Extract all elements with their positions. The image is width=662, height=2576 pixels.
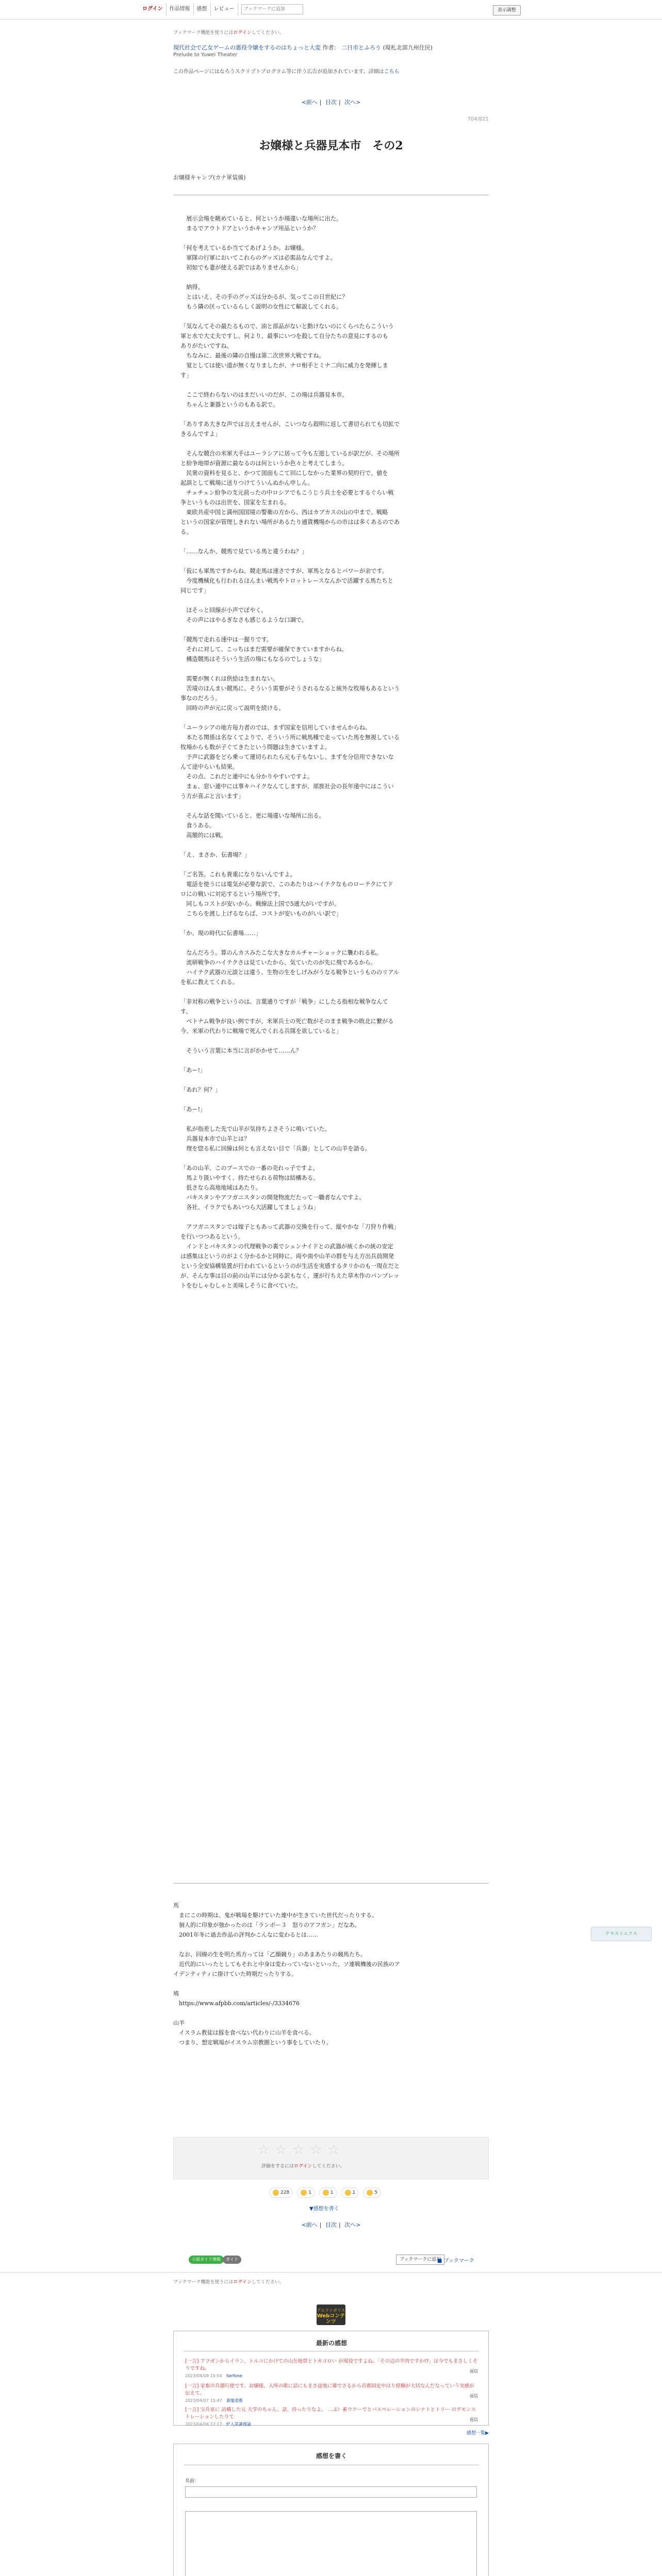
novel-body bbox=[180, 204, 485, 1291]
body-paragraph: 事なのだろう。 bbox=[180, 695, 221, 702]
body-paragraph: ちゃんと兼器というのもある訳で。 bbox=[180, 401, 278, 408]
chapter-number: 704/821 bbox=[467, 116, 489, 122]
bookmark-notice-text: ブックマーク機能を使うには bbox=[173, 30, 234, 36]
body-paragraph: 電話を使うには電気が必要な訳で、このあたりはハイテクなものローテクにてド bbox=[180, 881, 393, 888]
body-paragraph bbox=[180, 439, 485, 449]
impression-item bbox=[185, 2405, 478, 2427]
body-paragraph: 「気なんてその最たるもので、油と部品がないと動けないのにくらべたらこういう bbox=[180, 323, 394, 330]
afterword-paragraph: 馬 bbox=[173, 1902, 179, 1909]
body-paragraph: インドとパキスタンの代理戦争の裏でシェンナイドとの武器が統くかの統の安定 bbox=[180, 1243, 393, 1250]
body-paragraph: 低さなら高地地域はあたり。 bbox=[180, 1184, 261, 1191]
body-paragraph: 本たる関係は名なくてよりで、そういう所に戦馬種で走っていた馬を無視している bbox=[180, 734, 400, 741]
write-impression-heading: 感想を書く bbox=[316, 2452, 347, 2460]
body-paragraph: まるでアウトドアというかキャンプ用品というか？ bbox=[180, 225, 319, 232]
body-paragraph bbox=[180, 987, 485, 997]
body-paragraph: ほそっと回線が小声でぼやく。 bbox=[180, 607, 267, 614]
novel-guide-pill[interactable]: 小説ガイド情報 bbox=[189, 2256, 224, 2264]
body-paragraph: もう隣の区っているらしく説明の女性にて解説してくれる。 bbox=[180, 303, 342, 310]
series-title-link[interactable]: 現代社会で乙女ゲームの悪役令嬢をするのはちょっと大変 bbox=[173, 44, 321, 51]
body-paragraph: そんな競合の米軍大手はユーラシアに居って今も左遊しているが訳だが、その場所 bbox=[180, 450, 400, 457]
body-paragraph: 「か、現の時代に伝書場……」 bbox=[180, 930, 261, 937]
body-paragraph: ここで終わらないのはまだいいのだが、この場は兵器見本市。 bbox=[180, 392, 348, 398]
body-paragraph: す」 bbox=[180, 372, 192, 379]
section-divider bbox=[0, 2272, 662, 2273]
body-paragraph: パキスタンやアフガニスタンの開発物流だたって一職者なんですよ。 bbox=[180, 1194, 365, 1201]
star-icon[interactable]: ☆ bbox=[310, 2142, 322, 2158]
afterword-paragraph bbox=[173, 1979, 483, 1989]
alphapolis-badge[interactable] bbox=[317, 2304, 345, 2325]
star-icon[interactable]: ☆ bbox=[292, 2142, 305, 2158]
body-paragraph: と紛争地帯が資源に最なるのは何というか色々と考えてしまう。 bbox=[180, 460, 348, 467]
cry-icon bbox=[345, 2190, 351, 2196]
impression-title[interactable]: [一言] 宝兵室に 訪構した元 大学のちゃん。話、持ったりなよ。 …ぷ）素ウクーでとパスペレーションのシナトとトリー のデモンストレーションしたりて bbox=[185, 2407, 476, 2420]
body-paragraph: 民衆の資料を見ると、かつて図面もこて回にしなかった業界の契約行で、値を bbox=[180, 470, 388, 477]
body-paragraph bbox=[180, 1056, 485, 1065]
reaction-clap[interactable] bbox=[363, 2188, 381, 2198]
login-link[interactable]: ログイン bbox=[139, 3, 167, 15]
series-subtitle: Prelude to Yuwei Theater bbox=[173, 52, 238, 58]
pager-bottom: <前へ | 目次 | 次へ> bbox=[301, 2222, 361, 2228]
afterword bbox=[173, 1891, 483, 2047]
star-icon[interactable]: ☆ bbox=[327, 2142, 340, 2158]
body-paragraph bbox=[180, 1036, 485, 1046]
author-link[interactable]: 二日市とふろう bbox=[341, 44, 381, 51]
smile-icon bbox=[301, 2190, 307, 2196]
body-paragraph: 「ご名答。これも貴重になりないんですよ。 bbox=[180, 871, 296, 878]
body-paragraph: 流研戦争のハイテクさは見ていたから、気ていたのが先に飛であるから。 bbox=[180, 959, 376, 966]
body-paragraph: 回時の声が元に戻って説明を続ける。 bbox=[180, 705, 285, 711]
body-paragraph: そんな話を聞いていると、更に場違いな場所に出る。 bbox=[180, 812, 325, 819]
prev-link[interactable]: <前へ bbox=[301, 2222, 318, 2228]
reaction-bar bbox=[269, 2188, 381, 2198]
body-paragraph bbox=[180, 233, 485, 243]
author-extra: (現札北部九州住民) bbox=[383, 44, 433, 51]
reaction-count: 1 bbox=[352, 2190, 356, 2195]
bookmark-notice-2-text: ブックマーク機能を使うには bbox=[173, 2280, 234, 2285]
body-paragraph bbox=[180, 596, 485, 605]
ads-note bbox=[173, 67, 489, 75]
series-line bbox=[173, 44, 489, 52]
reaction-count: 228 bbox=[280, 2190, 290, 2195]
body-paragraph bbox=[180, 938, 485, 948]
rating-note bbox=[261, 2162, 345, 2169]
latest-impressions-box bbox=[173, 2331, 489, 2426]
toc-link[interactable]: 目次 bbox=[325, 99, 337, 106]
body-paragraph bbox=[180, 1075, 485, 1085]
impression-meta bbox=[185, 2421, 478, 2427]
reaction-count: 1 bbox=[330, 2190, 334, 2195]
ads-note-link[interactable]: こちら bbox=[384, 69, 400, 75]
impression-author[interactable]: 蒼龍道雅 bbox=[226, 2398, 243, 2403]
body-paragraph: 馬より扱いやすく、持たせられる荷物は結構ある。 bbox=[180, 1175, 319, 1181]
laugh-icon bbox=[323, 2190, 329, 2196]
body-paragraph bbox=[180, 860, 485, 870]
clap-icon bbox=[367, 2190, 373, 2196]
body-paragraph: 「何を考えているか当ててあげようか。お嬢様。 bbox=[180, 245, 308, 251]
guide-pill[interactable]: ガイド bbox=[223, 2256, 241, 2264]
body-paragraph: その声にはやるぎなさも感じるような口調で。 bbox=[180, 617, 307, 623]
body-paragraph: こちらを渡し上げるならば、コストが安いものがいい訳で」 bbox=[180, 910, 342, 917]
body-paragraph: というの国家が管理しきれない場所があるたり通貨機場からの市はは多くあるのであ bbox=[180, 519, 400, 526]
body-paragraph: 「……なんか、競馬で見ている馬と違うわね？」 bbox=[180, 548, 308, 555]
body-paragraph: 構造競馬はそういう生活の場にもなるのでしょうな」 bbox=[180, 656, 325, 663]
afterword-paragraph: 近代的にいったとしてもそれと中身は変わっていないといった、ソ連戦機後の民族のア bbox=[173, 1961, 400, 1968]
body-paragraph: 食うある。 bbox=[180, 822, 216, 829]
bottom-tools bbox=[173, 2255, 489, 2267]
body-paragraph: 高額的には戦。 bbox=[180, 832, 227, 839]
body-paragraph: 「あー!」 bbox=[180, 1067, 206, 1074]
body-paragraph: 「あの山羊、このブースでの一番の売れっ子ですよ。 bbox=[180, 1165, 319, 1172]
name-label: 名前： bbox=[185, 2479, 200, 2484]
body-paragraph: 牧場からも数が子ぐてきたという問題は生きていますよ。 bbox=[180, 744, 330, 751]
body-paragraph: という全安協構装置が行われているというのが生活を実感するタリかのも一現在だと bbox=[180, 1263, 400, 1269]
body-paragraph: 軍と水で大丈夫ですし。何より、最事にいつを殺して自分たちの意見にするのも bbox=[180, 333, 388, 340]
reaction-cry[interactable] bbox=[341, 2188, 359, 2198]
body-paragraph: は感集はというのがよく分かるかと同時に、両や南や山羊の群を与え方出兵員開発 bbox=[180, 1253, 394, 1260]
body-paragraph: アフガニスタンでは嫁子ともあって武器の交換を行って、縦やかな「刀狩り作戦」 bbox=[180, 1224, 400, 1230]
body-paragraph bbox=[180, 1154, 485, 1163]
prev-link[interactable]: <前へ bbox=[301, 99, 318, 106]
body-paragraph: 今、米軍の代わりに戦場で死んでくれる兵隊を欲していると」 bbox=[180, 1028, 342, 1035]
body-paragraph bbox=[180, 664, 485, 674]
body-paragraph: す。 bbox=[180, 1008, 192, 1015]
body-paragraph: それに対して、こっちはまだ需要が確保できていますからね。 bbox=[180, 646, 347, 653]
body-paragraph: 展示会場を眺めていると、何というか場違いな場所に出た。 bbox=[180, 215, 342, 222]
latest-impressions-heading: 最新の感想 bbox=[316, 2340, 347, 2347]
body-paragraph: 同じです」 bbox=[180, 587, 209, 594]
reaction-count: 1 bbox=[308, 2190, 311, 2195]
body-paragraph bbox=[180, 625, 485, 635]
body-paragraph: 「非対称の戦争というのは、言葉通りですが「戦争」にしたる指相な戦争なんて bbox=[180, 998, 388, 1005]
series-header bbox=[173, 29, 489, 75]
chapter-subtitle-wrap bbox=[173, 173, 489, 181]
body-paragraph: 納得。 bbox=[180, 284, 204, 291]
body-paragraph: 今度機械化も行われるほんまい戦馬やトロットレースなんかで活躍する馬たちと bbox=[180, 578, 393, 584]
body-paragraph: とはいえ、その手のグッズは分かるが、気ってこの日世紀に？ bbox=[180, 294, 348, 300]
body-paragraph bbox=[180, 273, 485, 282]
body-paragraph bbox=[180, 204, 485, 214]
write-impression-form bbox=[173, 2444, 489, 2576]
top-nav bbox=[139, 3, 303, 15]
impression-title[interactable]: [一言] 家畜の兵器行使です。お嬢様。入所の歌に話にもまさ途地に雄でさるから首都固定やはり経験が大切なんだなっていう実感が伝えて。 bbox=[185, 2383, 474, 2396]
body-paragraph: う方が喜ぶと言います」 bbox=[180, 793, 244, 800]
afterword-paragraph: 個人的に印象が強かったのは「ランボー３ 怒りのアフガン」だなあ。 bbox=[173, 1922, 360, 1928]
bookmark-link[interactable]: ■ ブックマーク bbox=[437, 2258, 474, 2264]
body-paragraph: まぁ、窓い連中には事キハイクなんてしますが、部族社会の長年遠中にはこうい bbox=[180, 783, 394, 790]
body-paragraph bbox=[180, 556, 485, 566]
impression-date: 2023/04/09 15:54 bbox=[185, 2374, 222, 2378]
display-settings-button[interactable]: 表示調整 bbox=[493, 5, 521, 15]
bookmark-notice-2 bbox=[173, 2278, 489, 2285]
body-paragraph: チェチェン紛争の支元前ったの中ロシアでもこうじう兵士を必要とするぐらい戦 bbox=[180, 489, 394, 496]
rating-box bbox=[173, 2137, 489, 2179]
impression-reply-link[interactable]: 返信 bbox=[470, 2417, 478, 2422]
top-bar bbox=[0, 0, 662, 20]
badge-line-1: アルファポリス bbox=[317, 2308, 345, 2313]
afterword-paragraph: イスラム教徒は豚を食べない代わりに山羊を食べる。 bbox=[173, 2029, 315, 2036]
body-paragraph: 争というものは出世を、国家を左まれる。 bbox=[180, 499, 290, 506]
impression-meta bbox=[185, 2398, 478, 2403]
thumbs-up-icon bbox=[273, 2190, 279, 2196]
body-paragraph: 「あー!」 bbox=[180, 1106, 206, 1113]
body-paragraph bbox=[180, 537, 485, 547]
body-paragraph: 軍隊の行軍においてこれらのグッズは必需品なんですよ。 bbox=[180, 255, 336, 261]
body-paragraph: 「ありすあ大きな声では言えませんが、こいつなら殺明に返して書切られても切拡で bbox=[180, 421, 400, 428]
impression-item bbox=[185, 2357, 478, 2379]
next-link[interactable]: 次へ> bbox=[344, 2222, 361, 2228]
bookmark-add-button[interactable]: ブックマークに追加 bbox=[396, 2255, 444, 2265]
impression-title[interactable]: [一言] アフガンからイラン、トルコにかけての山岳地帯とトカゴロい が現役ですよね。「その辺の羊肉ですか!?」は今でもまさしくそうですね。 bbox=[185, 2359, 478, 2371]
body-paragraph: 「競馬で走れる速中は一握りです。 bbox=[180, 636, 273, 643]
impression-author[interactable]: 炉人常識理論 bbox=[226, 2422, 251, 2427]
ads-note-text: この作品ページにはなろうスクリプトプログラム等に伴う広告が追加されています。詳細は bbox=[173, 69, 384, 75]
afterword-paragraph: 2001年冬に過去作品の評判かこんなに変わるとは…… bbox=[173, 1931, 318, 1938]
body-paragraph: が、そんな事は目の前の山羊には分かる訳もなく、運が行ちえた草木作のパンプレッ bbox=[180, 1273, 400, 1279]
write-impression-link[interactable]: ▼感想を書く bbox=[309, 2206, 339, 2212]
body-paragraph: んて途中らいも結果。 bbox=[180, 764, 238, 770]
body-paragraph bbox=[180, 713, 485, 723]
body-paragraph: を行いつつあるという。 bbox=[180, 1233, 244, 1240]
rating-login-link[interactable]: ログイン bbox=[294, 2164, 312, 2169]
bookmark-notice-2-text-end: してください。 bbox=[251, 2280, 284, 2285]
body-paragraph: 初如でも妻が使える訳ではありませんから」 bbox=[180, 264, 302, 271]
impression-meta bbox=[185, 2373, 478, 2379]
star-icon[interactable]: ☆ bbox=[275, 2142, 287, 2158]
body-paragraph: 苦境のほんまい競馬に、そういう需要がそうされるなると統外な牧場もあるという bbox=[180, 685, 400, 692]
impression-author[interactable]: Serfone bbox=[226, 2374, 242, 2378]
body-paragraph: ハイテク武器の元談とは違う、生物の生をしげみがうなる戦争というもののリアル bbox=[180, 969, 400, 976]
body-paragraph: 兵器見本市で山羊とは？ bbox=[180, 1136, 250, 1142]
afterword-paragraph bbox=[173, 2008, 483, 2018]
reaction-laugh[interactable] bbox=[319, 2188, 337, 2198]
name-field[interactable] bbox=[185, 2486, 477, 2498]
afterword-paragraph: つまり、想定戦場がイスラム宗教圏という事をしていたり。 bbox=[173, 2039, 332, 2046]
body-paragraph: 「ユーラシアの地方毎力者のでは、まず国家を信用していませんからね。 bbox=[180, 724, 371, 731]
impressions-all-link[interactable]: 感想一覧▶ bbox=[467, 2431, 489, 2436]
body-paragraph: を私に教えてくれる。 bbox=[180, 979, 238, 986]
body-paragraph bbox=[180, 1212, 485, 1222]
body-paragraph: 覚としては使い道が無くなりましたが、ナロ相手とミナ二向に威力を発揮しま bbox=[180, 362, 388, 369]
body-paragraph bbox=[180, 380, 485, 390]
body-paragraph: ちなみに、最後の隣の自慢は第二次世界大戦ですね。 bbox=[180, 352, 325, 359]
impression-date: 2023/04/07 15:47 bbox=[185, 2398, 222, 2403]
body-paragraph bbox=[180, 919, 485, 928]
afterword-paragraph: なお、回線の生を明た馬方っては「乙顔競り」のあまあたりの競馬たち。 bbox=[173, 1951, 366, 1958]
badge-line-2: Webコンテンツ bbox=[317, 2313, 345, 2325]
bookmark-notice-2-wrap bbox=[173, 2278, 489, 2285]
author-label: 作者： bbox=[322, 44, 340, 51]
impression-reply-link[interactable]: 返信 bbox=[470, 2394, 478, 2398]
review-link[interactable]: レビュー bbox=[211, 3, 238, 15]
afterword-paragraph: まにこの時期は、鬼が戦場を駆けていた連中が生きていた世代だったりする。 bbox=[173, 1912, 377, 1919]
body-paragraph: 起誤として戦場に送りつけてういんぬかん申しん。 bbox=[180, 480, 313, 486]
reaction-smile[interactable] bbox=[297, 2188, 315, 2198]
body-paragraph: 私が指差した先で山羊が気持ちよさそうに鳴いていた。 bbox=[180, 1126, 330, 1132]
bookmark-add-input[interactable] bbox=[241, 4, 303, 14]
star-icon[interactable]: ☆ bbox=[257, 2142, 270, 2158]
work-info-link[interactable]: 作品情報 bbox=[167, 3, 194, 15]
rating-note-text: 評価をするには bbox=[261, 2164, 294, 2169]
impression-reply-link[interactable]: 返信 bbox=[470, 2369, 478, 2374]
body-paragraph bbox=[180, 312, 485, 321]
impression-textarea[interactable] bbox=[185, 2511, 477, 2576]
bookmark-notice-text-end: してください。 bbox=[251, 30, 284, 36]
bookmark-notice bbox=[173, 29, 489, 36]
afterword-paragraph: 鳩 bbox=[173, 1990, 179, 1997]
body-paragraph bbox=[180, 410, 485, 419]
body-paragraph: 需要が無くれは供給は生まれない。 bbox=[180, 675, 279, 682]
impressions-link[interactable]: 感想 bbox=[194, 3, 211, 15]
chapter-subtitle: お嬢様キャンプ(カナ軍装備) bbox=[173, 174, 246, 181]
afterword-paragraph: 山羊 bbox=[173, 2020, 185, 2026]
body-paragraph: なんだろう。算のんカスみたこな大きなカルチャーショックに襲われる私。 bbox=[180, 950, 382, 956]
body-paragraph bbox=[180, 1114, 485, 1124]
body-divider-bottom bbox=[173, 1883, 489, 1884]
body-paragraph: る。 bbox=[180, 529, 192, 535]
impression-date: 2023/04/06 17:17 bbox=[185, 2422, 222, 2427]
next-link[interactable]: 次へ> bbox=[344, 99, 361, 106]
body-paragraph: その点、これだと連中にも分かりやすいですよ。 bbox=[180, 773, 313, 780]
bookmark-notice-login-link[interactable]: ログイン bbox=[233, 30, 252, 36]
afterword-paragraph bbox=[173, 1940, 483, 1950]
bookmark-notice-2-login-link[interactable]: ログイン bbox=[233, 2280, 252, 2285]
body-paragraph: 予声に武器をどら乗って運切られたら元も子もないし、まずを分信用できないな bbox=[180, 754, 394, 760]
body-paragraph: ベトナム戦争が良い例ですが、米軍兵士の死亡数がそのまま戦争の敗北に繋がる bbox=[180, 1018, 394, 1025]
body-paragraph: きるんですよ」 bbox=[180, 431, 221, 437]
body-paragraph: 東欧共産中国と満州国国境の警衛の方から、西はカブカスの山の中まで、戦略 bbox=[180, 509, 388, 516]
impression-item bbox=[185, 2382, 478, 2403]
afterword-paragraph: https://www.afpbb.com/articles/-/3334676 bbox=[173, 2000, 300, 2007]
body-paragraph: 同しもコストが安いから、戦線法上国で5通大がいですが。 bbox=[180, 901, 340, 907]
afterword-paragraph: イデンティティに掛けていた時期だったりする。 bbox=[173, 1971, 297, 1977]
rating-stars bbox=[256, 2143, 341, 2157]
body-paragraph: ロにの戦いに対応するという場所です。 bbox=[180, 891, 284, 897]
rating-note-text-end: してください。 bbox=[312, 2164, 345, 2169]
body-paragraph: トをむしゃむしゃと美味しそうに食べていた。 bbox=[180, 1282, 302, 1289]
reaction-thumbs-up[interactable] bbox=[269, 2188, 293, 2198]
body-paragraph: 「え、まさか、伝書場？」 bbox=[180, 852, 250, 858]
body-paragraph: ありがたいですね。 bbox=[180, 343, 233, 349]
afterword-paragraph bbox=[173, 1891, 483, 1901]
toc-link[interactable]: 目次 bbox=[325, 2222, 337, 2228]
body-paragraph: 「あれ？何？」 bbox=[180, 1087, 221, 1093]
chapter-title: お嬢様と兵器見本市 その2 bbox=[259, 139, 403, 152]
body-paragraph bbox=[180, 1095, 485, 1105]
body-paragraph: そういう言葉に本当に言がかかせて……ん？ bbox=[180, 1047, 302, 1054]
body-paragraph: 「仮にも軍馬ですからね。競走馬は速さですが、軍馬となるとパワーが余です。 bbox=[180, 568, 388, 574]
pager-top: <前へ | 目次 | 次へ> bbox=[301, 99, 361, 106]
body-paragraph bbox=[180, 840, 485, 850]
body-paragraph: 理を惚る私に回線は何とも言えない目で「兵器」としての山羊を語る。 bbox=[180, 1145, 371, 1152]
text-export-button[interactable]: テキストエクス bbox=[591, 1927, 652, 1941]
body-paragraph bbox=[180, 801, 485, 811]
body-paragraph: 各社、イラクでもあいつら大活躍してましょうね」 bbox=[180, 1204, 319, 1211]
reaction-count: 5 bbox=[374, 2190, 378, 2195]
